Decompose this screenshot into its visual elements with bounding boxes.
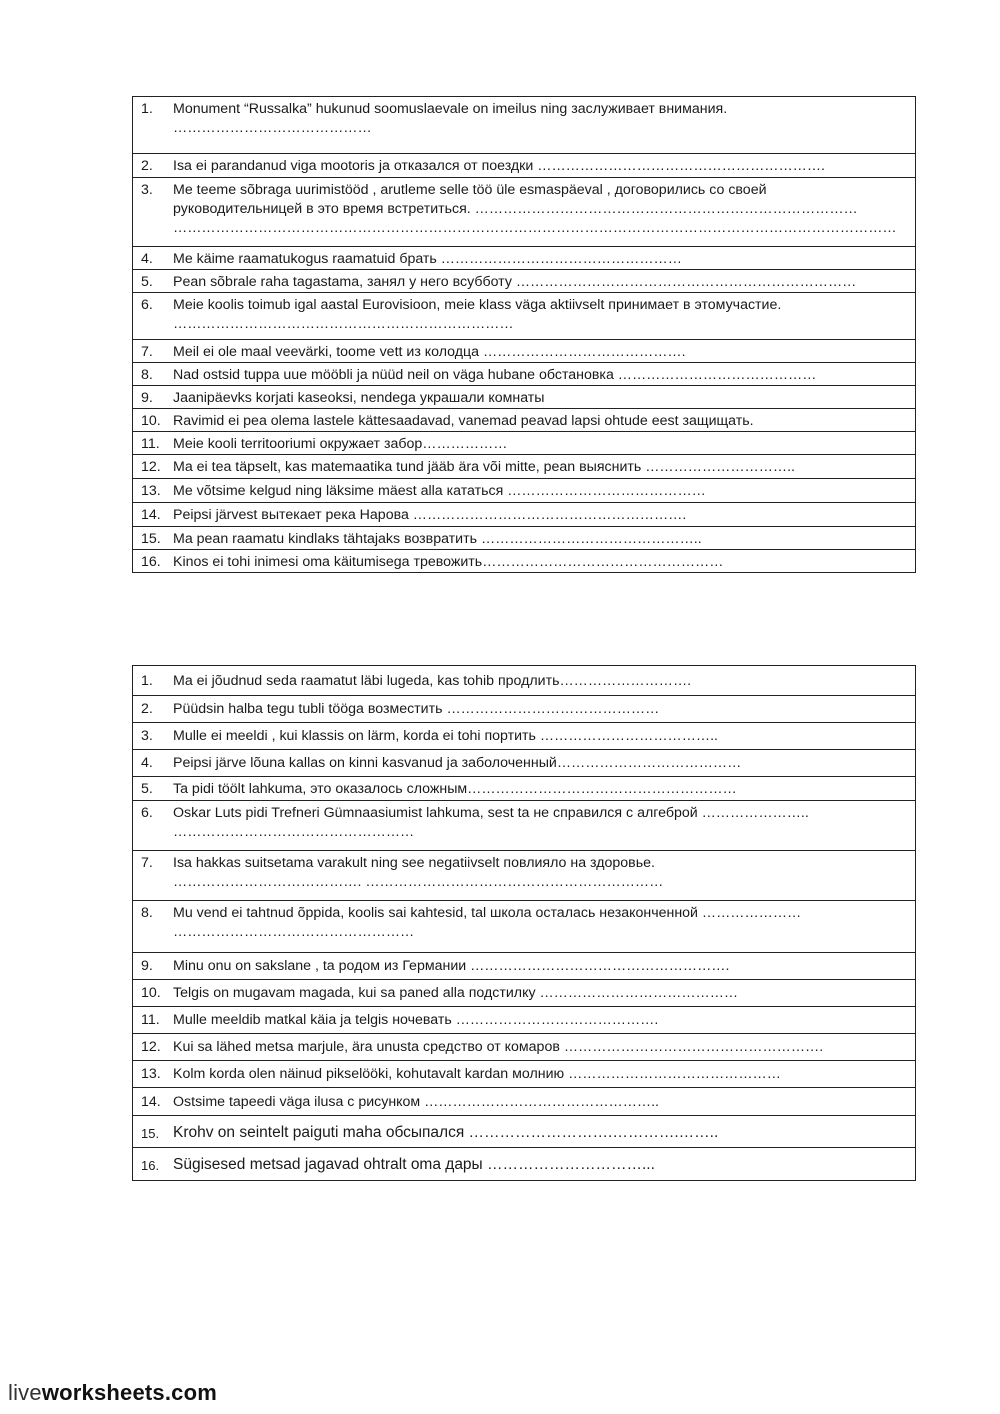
sentence-line: ……………………………………: [173, 120, 372, 136]
sentence-line: Kinos ei tohi inimesi oma käitumisega тревожить……………………………………………: [173, 554, 724, 570]
worksheet-row: [133, 503, 915, 527]
sentence-text[interactable]: [173, 273, 907, 292]
sentence-line: Kolm korda olen näinud pikselööki, kohutavalt kardan молнию ………………………………………: [173, 1066, 781, 1082]
logo-worksheets-text: worksheets.com: [41, 1380, 218, 1405]
worksheet-row: [133, 386, 915, 409]
row-number: 5.: [141, 274, 153, 290]
row-number: 7.: [141, 855, 153, 871]
row-number: 6.: [141, 297, 153, 313]
sentence-line: Meie koolis toimub igal aastal Eurovisioon, meie klass väga aktiivselt принимает в этомучастие.: [173, 297, 782, 313]
sentence-text[interactable]: [173, 435, 907, 454]
sentence-line: Kui sa lähed metsa marjule, ära unusta средство от комаров ……………………………………………….: [173, 1039, 824, 1055]
liveworksheets-logo[interactable]: [8, 1380, 217, 1406]
worksheet-row: [133, 178, 915, 247]
worksheet-row: [133, 1116, 915, 1148]
sentence-text[interactable]: [173, 804, 907, 842]
sentence-text[interactable]: [173, 553, 907, 572]
sentence-line: Ostsime tapeedi väga ilusa с рисунком …………………………………………..: [173, 1093, 659, 1110]
sentence-text[interactable]: [173, 296, 907, 334]
worksheet-row: [133, 340, 915, 363]
sentence-line: Minu onu on sakslane , ta родом из Германии ……………………………………………….: [173, 958, 730, 974]
worksheet-row: [133, 801, 915, 851]
row-number: 16.: [141, 1158, 160, 1173]
sentence-text[interactable]: [173, 957, 907, 976]
worksheet-row: [133, 247, 915, 270]
sentence-line: Mulle meeldib matkal käia ja telgis ночевать …………………………………….: [173, 1012, 659, 1028]
sentence-line: Isa ei parandanud viga mootoris ja отказался от поездки …………………………………………………….: [173, 158, 825, 174]
sentence-line: Sügisesed metsad jagavad ohtralt oma дары …………………………...: [173, 1156, 655, 1173]
sentence-line: Monument “Russalka” hukunud soomuslaevale on imeilus ning заслуживает внимания.: [173, 101, 728, 117]
worksheet-row: [133, 777, 915, 801]
row-number: 9.: [141, 390, 153, 406]
sentence-line: Isa hakkas suitsetama varakult ning see negatiivselt повлияло на здоровье.: [173, 855, 655, 871]
sentence-line: Ta pidi töölt lahkuma, это оказалось сложным…………………………………………………: [173, 781, 737, 797]
worksheet-row: [133, 432, 915, 455]
worksheet-row: [133, 293, 915, 340]
row-number: 4.: [141, 251, 153, 267]
sentence-line: Meie kooli territooriumi окружает забор………………: [173, 436, 508, 452]
sentence-text[interactable]: [173, 250, 907, 269]
sentence-line: Ravimid ei pea olema lastele kättesaadavad, vanemad peavad lapsi ohtude eest защищать.: [173, 413, 754, 429]
sentence-text[interactable]: [173, 530, 907, 549]
sentence-text[interactable]: [173, 100, 907, 138]
sentence-text[interactable]: [173, 389, 907, 408]
worksheet-row: [133, 750, 915, 777]
sentence-text[interactable]: [173, 482, 907, 501]
sentence-text[interactable]: [173, 1011, 907, 1030]
sentence-text[interactable]: [173, 1155, 907, 1174]
worksheet-row: [133, 901, 915, 953]
sentence-text[interactable]: [173, 157, 907, 176]
worksheet-row: [133, 696, 915, 723]
worksheet-row: [133, 666, 915, 696]
sentence-line: Püüdsin halba tegu tubli tööga возместить ………………………………………: [173, 701, 660, 717]
row-number: 1.: [141, 672, 153, 689]
row-number: 6.: [141, 805, 153, 821]
sentence-line: ………………………………………………………………………………………………………………………………………: [173, 220, 897, 236]
row-number: 13.: [141, 1066, 161, 1082]
sentence-text[interactable]: [173, 1093, 907, 1112]
sentence-text[interactable]: [173, 1065, 907, 1084]
sentence-text[interactable]: [173, 672, 907, 691]
row-number: 8.: [141, 905, 153, 921]
row-number: 14.: [141, 507, 161, 523]
row-number: 15.: [141, 1125, 160, 1141]
row-number: 5.: [141, 781, 153, 797]
sentence-text[interactable]: [173, 506, 907, 525]
row-number: 11.: [141, 436, 160, 452]
worksheet-row: [133, 270, 915, 293]
sentence-text[interactable]: [173, 412, 907, 431]
sentence-line: ……………………………………………: [173, 824, 415, 840]
sentence-line: Pean sõbrale raha tagastama, занял у него всубботу ………………………………………………………………: [173, 274, 857, 290]
sentence-text[interactable]: [173, 343, 907, 362]
sentence-line: Me käime raamatukogus raamatuid брать ……………………………………………: [173, 251, 682, 267]
row-number: 7.: [141, 344, 153, 360]
worksheet-row: [133, 980, 915, 1007]
sentence-line: …………………………………. ………………………………………………………: [173, 874, 664, 890]
sentence-line: Jaanipäevks korjati kaseoksi, nendega украшали комнаты: [173, 390, 545, 406]
sentence-line: ………………………………………………………………: [173, 316, 514, 332]
worksheet-row: [133, 550, 915, 573]
sentence-line: Ma pean raamatu kindlaks tähtajaks возвратить ………………………………………..: [173, 531, 702, 547]
sentence-text[interactable]: [173, 727, 907, 746]
sentence-text[interactable]: [173, 700, 907, 719]
row-number: 11.: [141, 1012, 160, 1028]
row-number: 13.: [141, 483, 161, 499]
sentence-text[interactable]: [173, 754, 907, 773]
worksheet-row: [133, 1088, 915, 1116]
sentence-line: Oskar Luts pidi Trefneri Gümnaasiumist lahkuma, sest ta не справился с алгеброй …………………..: [173, 805, 809, 821]
row-number: 3.: [141, 182, 153, 198]
sentence-text[interactable]: [173, 366, 907, 385]
worksheet-row: [133, 1061, 915, 1088]
worksheet-row: [133, 527, 915, 550]
sentence-text[interactable]: [173, 984, 907, 1003]
sentence-line: ……………………………………………: [173, 924, 415, 940]
logo-live-text: live: [8, 1380, 42, 1405]
sentence-line: Peipsi järvest вытекает река Нарова ………………………………………………….: [173, 507, 687, 523]
row-number: 8.: [141, 367, 153, 383]
worksheet-row: [133, 1007, 915, 1034]
sentence-line: Meil ei ole maal veevärki, toome vett из колодца …………………………………….: [173, 344, 686, 360]
worksheet-row: [133, 479, 915, 503]
row-number: 9.: [141, 958, 153, 974]
worksheet-row: [133, 953, 915, 980]
worksheet-row: [133, 723, 915, 750]
worksheet-row: [133, 154, 915, 178]
sentence-text[interactable]: [173, 1038, 907, 1057]
worksheet-row: [133, 97, 915, 154]
row-number: 15.: [141, 531, 161, 547]
sentence-line: Krohv on seintelt paiguti maha обсыпался ……………………….………….……..: [173, 1123, 719, 1141]
row-number: 10.: [141, 413, 161, 429]
sentence-line: Telgis on mugavam magada, kui sa paned alla подстилку ……………………………………: [173, 985, 739, 1001]
sentence-line: Peipsi järve lõuna kallas on kinni kasvanud ja заболоченный…………………………………: [173, 755, 742, 771]
sentence-line: Mu vend ei tahtnud õppida, koolis sai kahtesid, tal школа осталась незаконченной …………………: [173, 905, 802, 921]
worksheet-row: [133, 851, 915, 901]
row-number: 16.: [141, 554, 161, 570]
worksheet-row: [133, 409, 915, 432]
worksheet-row: [133, 1034, 915, 1061]
row-number: 10.: [141, 985, 161, 1001]
worksheet-row: [133, 1148, 915, 1181]
row-number: 2.: [141, 158, 153, 174]
sentence-line: Ma ei tea täpselt, kas matemaatika tund jääb ära või mitte, pean выяснить …………………………..: [173, 459, 795, 475]
sentence-line: руководительницей в это время встретиться. ………………………………………………………………………: [173, 201, 858, 217]
sentence-text[interactable]: [173, 181, 907, 238]
sentence-text[interactable]: [173, 904, 907, 942]
sentence-text[interactable]: [173, 1123, 907, 1142]
sentence-line: Mulle ei meeldi , kui klassis on lärm, korda ei tohi портить ………………………………..: [173, 728, 718, 744]
worksheet-table-1: [132, 96, 916, 573]
sentence-text[interactable]: [173, 458, 907, 477]
sentence-text[interactable]: [173, 780, 907, 799]
worksheet-row: [133, 455, 915, 479]
row-number: 1.: [141, 101, 153, 117]
row-number: 2.: [141, 701, 153, 717]
row-number: 12.: [141, 459, 161, 475]
worksheet-table-2: [132, 665, 916, 1181]
sentence-line: Ma ei jõudnud seda raamatut läbi lugeda, kas tohib продлить……………………….: [173, 672, 692, 689]
sentence-text[interactable]: [173, 854, 907, 892]
sentence-line: Nad ostsid tuppa uue mööbli ja nüüd neil on väga hubane обстановка ……………………………………: [173, 367, 817, 383]
worksheet-row: [133, 363, 915, 386]
row-number: 14.: [141, 1093, 161, 1110]
sentence-line: Me teeme sõbraga uurimistööd , arutleme selle töö üle esmaspäeval , договорились со своей: [173, 182, 767, 198]
sentence-line: Me võtsime kelgud ning läksime mäest alla кататься ……………………………………: [173, 483, 706, 499]
row-number: 3.: [141, 728, 153, 744]
row-number: 4.: [141, 755, 153, 771]
row-number: 12.: [141, 1039, 161, 1055]
